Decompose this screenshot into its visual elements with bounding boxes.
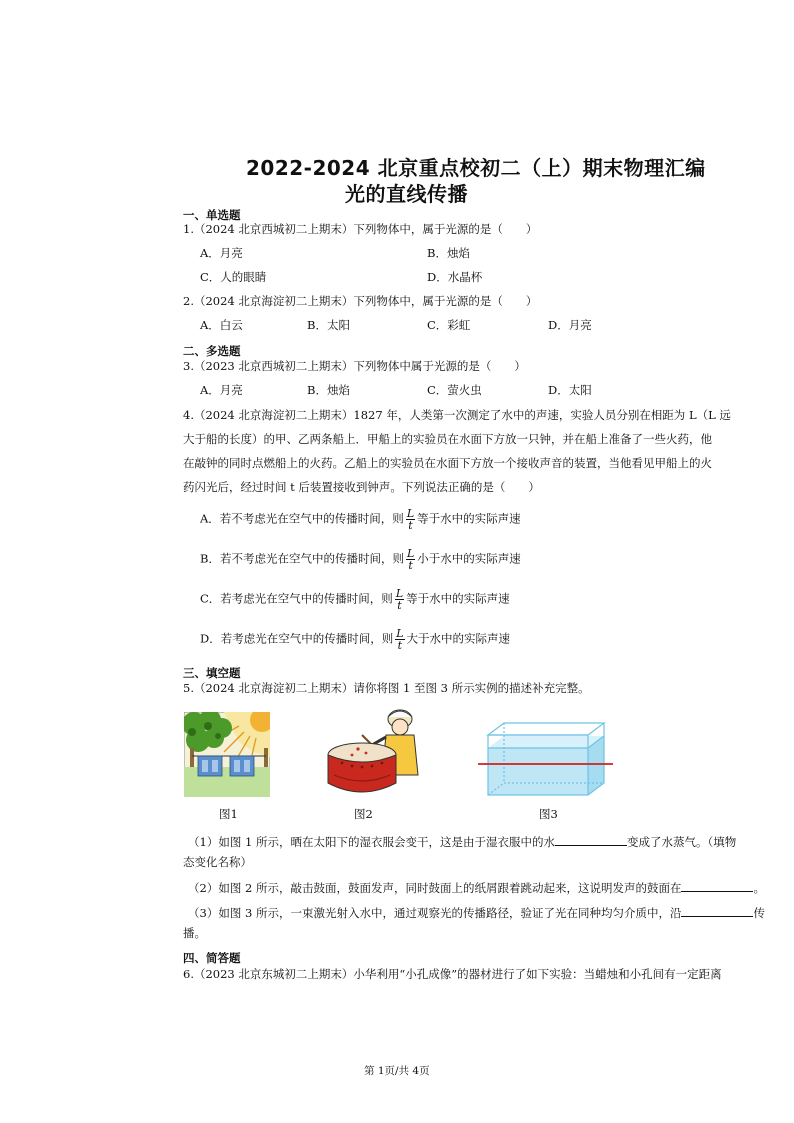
question-4-line-4: 药闪光后，经过时间 t 后装置接收到钟声。下列说法正确的是（ ） — [183, 480, 540, 494]
option-c-suffix: 等于水中的实际声速 — [406, 591, 510, 606]
question-1-option-a: A．月亮 — [200, 246, 243, 260]
figure-3-water-tank-laser-illustration — [478, 720, 613, 800]
question-4-line-3: 在敲钟的同时点燃船上的火药。乙船上的实验员在水面下方放一个接收声音的装置，当他看见甲船上的火 — [183, 456, 712, 470]
part-1-text-b: 变成了水蒸气。（填物 — [626, 835, 737, 849]
question-5-part-2 — [188, 880, 765, 895]
section-heading-short-answer: 四、简答题 — [183, 951, 241, 965]
question-1-stem: 1.（2024 北京西城初二上期末）下列物体中，属于光源的是（ ） — [183, 222, 538, 236]
part-2-text-b: 。 — [753, 881, 765, 895]
figure-1-caption: 图1 — [219, 807, 238, 821]
fraction-l-over-t: $\frac{L}{t}$ — [406, 547, 415, 572]
question-2-option-c: C．彩虹 — [427, 318, 471, 332]
question-5-part-1 — [188, 834, 736, 849]
part-3-text-a: （3）如图 3 所示，一束激光射入水中，通过观察光的传播路径，验证了光在同种均匀介质中，沿 — [188, 906, 682, 920]
option-d-suffix: 大于水中的实际声速 — [406, 631, 511, 646]
question-3-option-a: A．月亮 — [200, 383, 243, 397]
part-2-text-a: （2）如图 2 所示，敲击鼓面，鼓面发声，同时鼓面上的纸屑跟着跳动起来，这说明发声的鼓面在 — [188, 881, 682, 895]
option-b-prefix: B．若不考虑光在空气中的传播时间，则 — [200, 551, 404, 566]
answer-blank-1[interactable] — [555, 834, 627, 846]
figure-3-caption: 图3 — [539, 807, 558, 821]
question-4-line-2: 大于船的长度）的甲、乙两条船上．甲船上的实验员在水面下方放一只钟，并在船上准备了一些火药，他 — [183, 432, 712, 446]
question-4-line-1: 4.（2024 北京海淀初二上期末）1827 年，人类第一次测定了水中的声速，实验人员分别在相距为 L（L 远 — [183, 408, 731, 422]
question-2-stem: 2.（2024 北京海淀初二上期末）下列物体中，属于光源的是（ ） — [183, 294, 538, 308]
part-3-text-b: 传 — [753, 906, 765, 920]
option-c-prefix: C．若考虑光在空气中的传播时间，则 — [200, 591, 393, 606]
question-4-option-c — [200, 588, 510, 611]
question-1-option-d: D．水晶杯 — [427, 270, 483, 284]
option-b-suffix: 小于水中的实际声速 — [417, 551, 521, 566]
question-5-part-3-continued: 播。 — [183, 926, 206, 940]
figure-2-caption: 图2 — [354, 807, 373, 821]
question-3-stem: 3.（2023 北京西城初二上期末）下列物体中属于光源的是（ ） — [183, 359, 526, 373]
answer-blank-3[interactable] — [681, 905, 753, 917]
option-a-prefix: A．若不考虑光在空气中的传播时间，则 — [200, 511, 404, 526]
option-d-prefix: D．若考虑光在空气中的传播时间，则 — [200, 631, 394, 646]
answer-blank-2[interactable] — [681, 880, 753, 892]
question-3-option-d: D．太阳 — [548, 383, 592, 397]
question-2-option-b: B．太阳 — [307, 318, 350, 332]
question-3-option-c: C．萤火虫 — [427, 383, 482, 397]
section-heading-fill-blank: 三、填空题 — [183, 666, 241, 680]
fraction-l-over-t: $\frac{L}{t}$ — [395, 587, 404, 612]
question-2-option-d: D．月亮 — [548, 318, 592, 332]
question-5-part-3 — [188, 905, 765, 920]
page-number-footer: 第 1页/共 4页 — [364, 1065, 430, 1077]
page-title: 2022-2024 北京重点校初二（上）期末物理汇编 — [246, 156, 706, 180]
question-6-stem: 6.（2023 北京东城初二上期末）小华利用“小孔成像”的器材进行了如下实验：当蜡烛和小孔间有一定距离 — [183, 967, 722, 981]
figure-2-drum-illustration — [322, 705, 422, 800]
fraction-l-over-t: $\frac{L}{t}$ — [396, 627, 404, 652]
question-5-part-1-continued: 态变化名称） — [183, 855, 252, 869]
question-5-stem: 5.（2024 北京海淀初二上期末）请你将图 1 至图 3 所示实例的描述补充完整。 — [183, 681, 590, 695]
fraction-l-over-t: $\frac{L}{t}$ — [406, 507, 415, 532]
question-1-option-c: C．人的眼睛 — [200, 270, 267, 284]
section-heading-single-choice: 一、单选题 — [183, 208, 241, 222]
option-a-suffix: 等于水中的实际声速 — [417, 511, 521, 526]
question-4-option-d — [200, 628, 510, 651]
question-4-option-b — [200, 548, 521, 571]
page-subtitle: 光的直线传播 — [345, 182, 468, 206]
question-2-option-a: A．白云 — [200, 318, 243, 332]
section-heading-multiple-choice: 二、多选题 — [183, 344, 241, 358]
figure-1-drying-clothes-illustration — [184, 712, 270, 797]
question-1-option-b: B．烛焰 — [427, 246, 470, 260]
question-3-option-b: B．烛焰 — [307, 383, 350, 397]
part-1-text-a: （1）如图 1 所示，晒在太阳下的湿衣服会变干，这是由于湿衣服中的水 — [188, 835, 555, 849]
question-4-option-a — [200, 508, 521, 531]
